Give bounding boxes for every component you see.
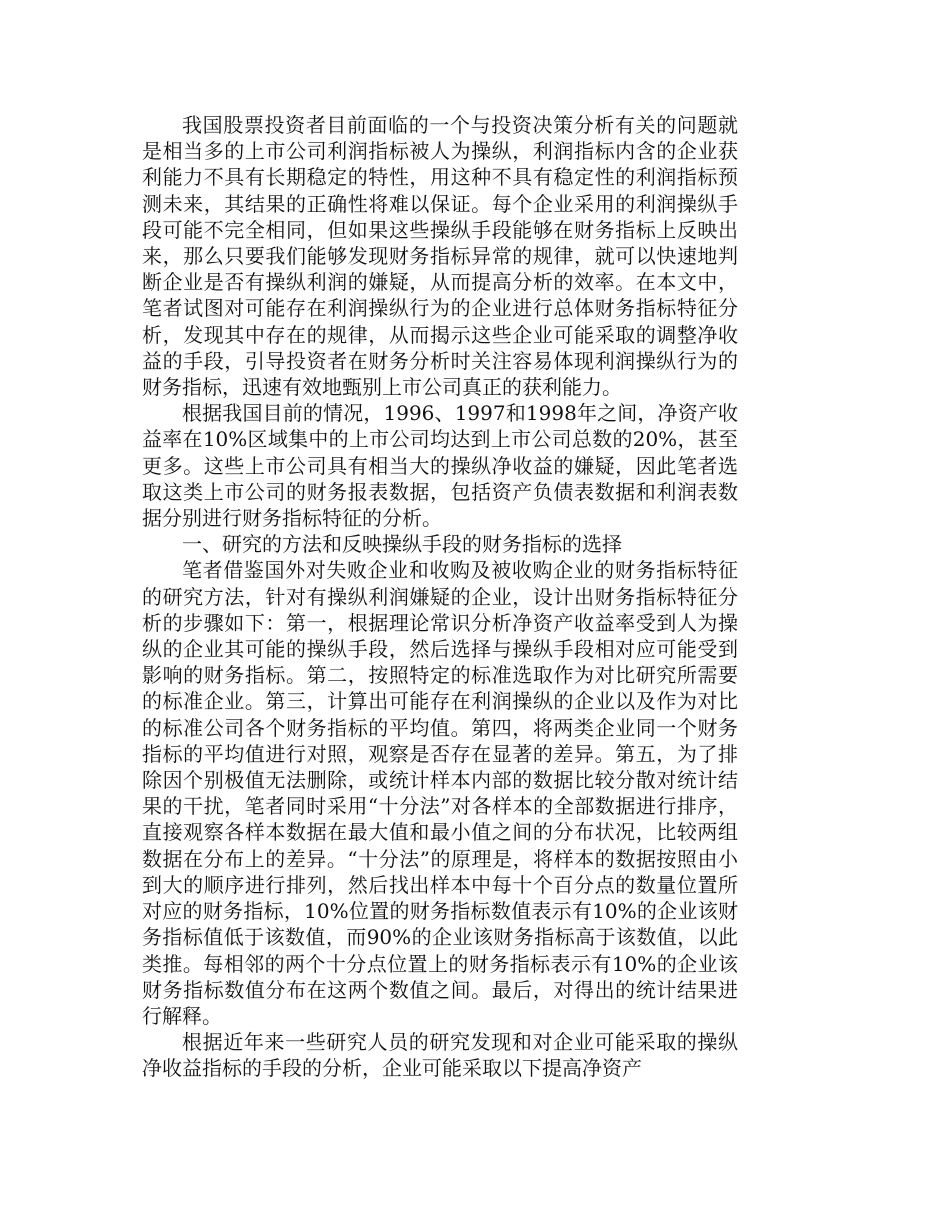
paragraph-intro: 我国股票投资者目前面临的一个与投资决策分析有关的问题就是相当多的上市公司利润指标被人为操纵，利润指标内含的企业获利能力不具有长期稳定的特性，用这种不具有稳定性的利润指标预测未来，其结果的正确性将难以保证。每个企业采用的利润操纵手段可能不完全相同，但如果这些操纵手段能够在财务指标上反映出来，那么只要我们能够发现财务指标异常的规律，就可以快速地判断企业是否有操纵利润的嫌疑，从而提高分析的效率。在本文中，笔者试图对可能存在利润操纵行为的企业进行总体财务指标特征分析，发现其中存在的规律，从而揭示这些企业可能采取的调整净收益的手段，引导投资者在财务分析时关注容易体现利润操纵行为的财务指标，迅速有效地甄别上市公司真正的获利能力。 xyxy=(142,113,738,400)
paragraph-method: 笔者借鉴国外对失败企业和收购及被收购企业的财务指标特征的研究方法，针对有操纵利润嫌疑的企业，设计出财务指标特征分析的步骤如下：第一，根据理论常识分析净资产收益率受到人为操纵的企业其可能的操纵手段，然后选择与操纵手段相对应可能受到影响的财务指标。第二，按照特定的标准选取作为对比研究所需要的标准企业。第三，计算出可能存在利润操纵的企业以及作为对比的标准公司各个财务指标的平均值。第四，将两类企业同一个财务指标的平均值进行对照，观察是否存在显著的差异。第五，为了排除因个别极值无法删除，或统计样本内部的数据比较分散对统计结果的干扰，笔者同时采用“十分法”对各样本的全部数据进行排序，直接观察各样本数据在最大值和最小值之间的分布状况，比较两组数据在分布上的差异。“十分法”的原理是，将样本的数据按照由小到大的顺序进行排列，然后找出样本中每十个百分点的数量位置所对应的财务指标，10%位置的财务指标数值表示有10%的企业该财务指标值低于该数值，而90%的企业该财务指标高于该数值，以此类推。每相邻的两个十分点位置上的财务指标表示有10%的企业该财务指标数值分布在这两个数值之间。最后，对得出的统计结果进行解释。 xyxy=(142,558,738,1028)
section-heading: 一、研究的方法和反映操纵手段的财务指标的选择 xyxy=(182,532,622,557)
document-body xyxy=(142,112,738,1082)
paragraph-indicators: 根据近年来一些研究人员的研究发现和对企业可能采取的操纵净收益指标的手段的分析，企业可能采取以下提高净资产 xyxy=(142,1030,738,1081)
paragraph-background: 根据我国目前的情况，1996、1997和1998年之间，净资产收益率在10%区域集中的上市公司均达到上市公司总数的20%，甚至更多。这些上市公司具有相当大的操纵净收益的嫌疑，因此笔者选取这类上市公司的财务报表数据，包括资产负债表数据和利润表数据分别进行财务指标特征的分析。 xyxy=(142,401,738,531)
